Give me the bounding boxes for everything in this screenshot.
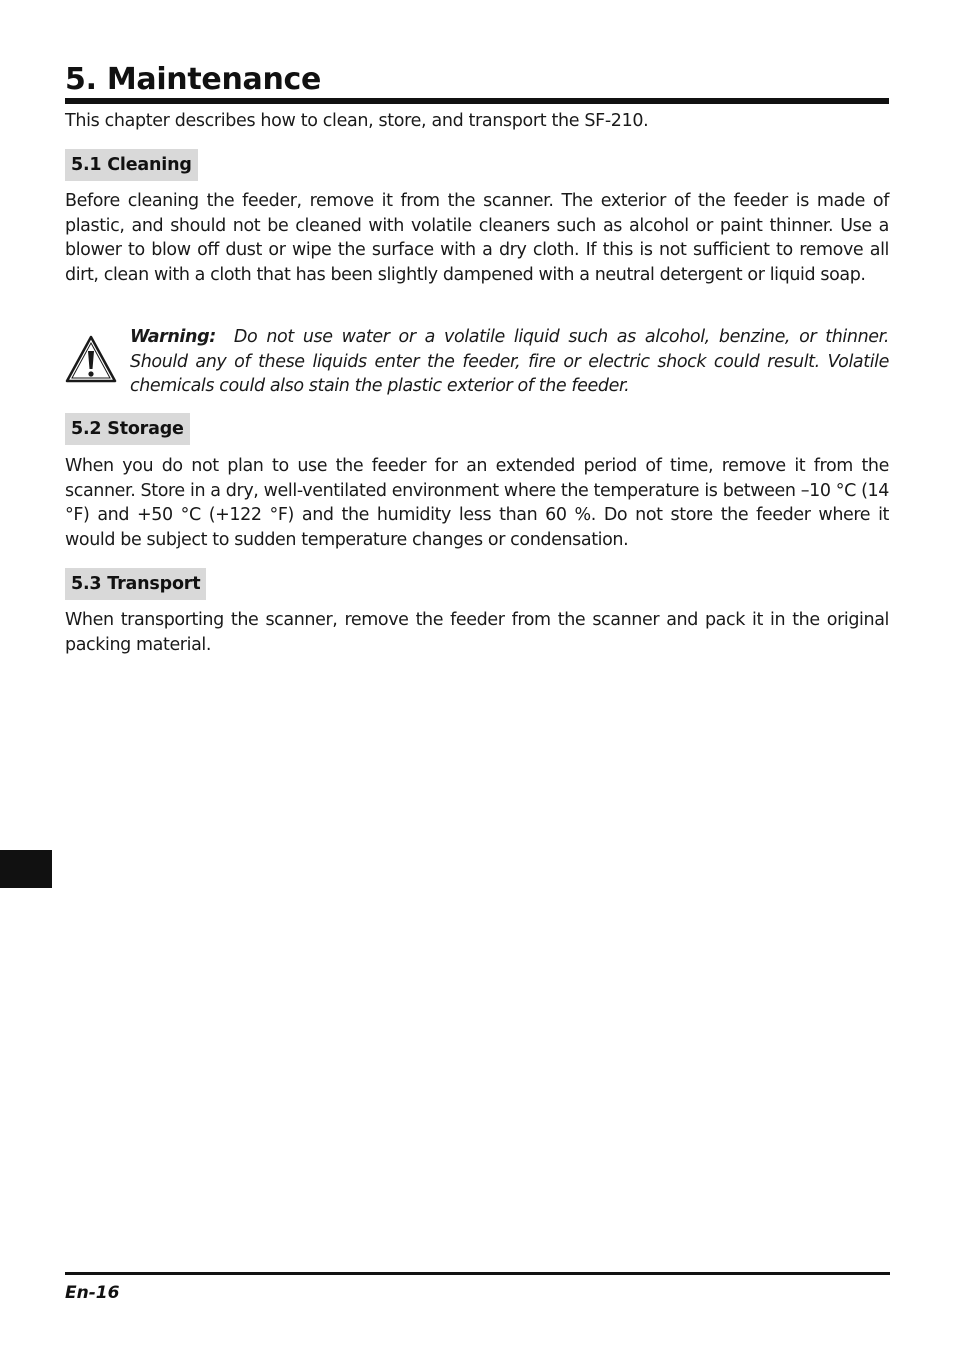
- warning-message: Do not use water or a volatile liquid such as alcohol, benzine, or thinner. Should any of these liquids enter the feeder, fire or electric shock could result. Volatile chemicals could also stain the plastic exterior of the feeder.: [130, 327, 889, 396]
- chapter-title: 5. Maintenance: [65, 62, 322, 97]
- page-number: En-16: [65, 1283, 120, 1303]
- section-heading-storage: 5.2 Storage: [65, 413, 190, 445]
- chapter-side-tab: [0, 850, 52, 888]
- transport-body: When transporting the scanner, remove the feeder from the scanner and pack it in the original packing material.: [65, 610, 889, 655]
- title-rule: [65, 98, 889, 104]
- warning-triangle-icon: [65, 335, 117, 383]
- storage-body: When you do not plan to use the feeder for an extended period of time, remove it from the scanner. Store in a dry, well-ventilated environment where the temperature is between –10 °C (14 °F) and +50 °C (+122 °F) and the humidity less than 60 %. Do not store the feeder where it would be subject to sudden temperature changes or condensation.: [65, 456, 889, 550]
- chapter-intro: This chapter describes how to clean, store, and transport the SF-210.: [65, 111, 649, 131]
- section-heading-transport: 5.3 Transport: [65, 568, 206, 600]
- section-heading-cleaning: 5.1 Cleaning: [65, 149, 198, 181]
- warning-label: Warning:: [130, 327, 216, 347]
- warning-text: [130, 325, 889, 399]
- warning-block: [65, 325, 889, 405]
- footer-rule: [65, 1272, 890, 1275]
- cleaning-body: Before cleaning the feeder, remove it from the scanner. The exterior of the feeder is made of plastic, and should not be cleaned with volatile cleaners such as alcohol or paint thinner. Use a blower to blow off dust or wipe the surface with a dry cloth. If this is not sufficient to remove all dirt, clean with a cloth that has been slightly dampened with a neutral detergent or liquid soap.: [65, 191, 889, 285]
